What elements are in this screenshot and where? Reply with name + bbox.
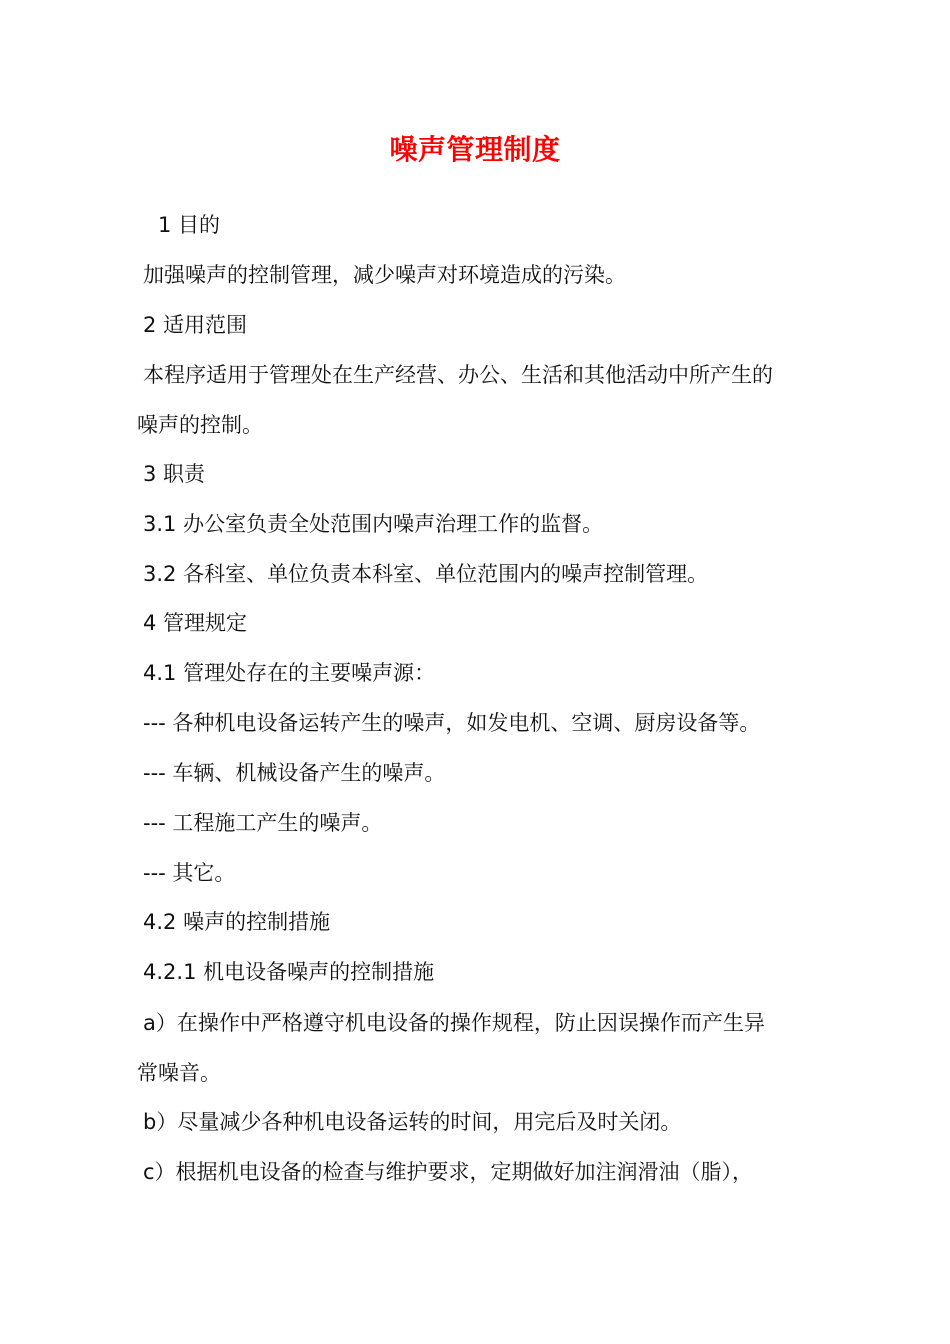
section-heading-purpose: 1 目的 [158,213,221,237]
section-heading-regulations: 4 管理规定 [143,611,248,635]
paragraph-item-b: b）尽量减少各种机电设备运转的时间，用完后及时关闭。 [143,1110,682,1134]
paragraph-responsibility-3-1: 3.1 办公室负责全处范围内噪声治理工作的监督。 [143,512,604,536]
section-heading-responsibilities: 3 职责 [143,462,206,486]
list-item-noise-source-1: --- 各种机电设备运转产生的噪声，如发电机、空调、厨房设备等。 [143,711,761,735]
subheading-4-2: 4.2 噪声的控制措施 [143,910,331,934]
list-item-noise-source-4: --- 其它。 [143,861,236,885]
paragraph-item-c: c）根据机电设备的检查与维护要求，定期做好加注润滑油（脂）， [143,1160,754,1184]
paragraph-responsibility-3-2: 3.2 各科室、单位负责本科室、单位范围内的噪声控制管理。 [143,562,709,586]
section-heading-scope: 2 适用范围 [143,313,248,337]
paragraph-scope-line-2: 噪声的控制。 [137,413,263,437]
list-item-noise-source-3: --- 工程施工产生的噪声。 [143,811,383,835]
subheading-4-1: 4.1 管理处存在的主要噪声源： [143,661,436,685]
paragraph-item-a-line-2: 常噪音。 [137,1061,221,1085]
paragraph-item-a-line-1: a）在操作中严格遵守机电设备的操作规程，防止因误操作而产生异 [143,1011,765,1035]
document-title: 噪声管理制度 [389,133,561,166]
list-item-noise-source-2: --- 车辆、机械设备产生的噪声。 [143,761,446,785]
paragraph-scope-line-1: 本程序适用于管理处在生产经营、办公、生活和其他活动中所产生的 [143,363,773,387]
paragraph-purpose: 加强噪声的控制管理，减少噪声对环境造成的污染。 [143,263,626,287]
subheading-4-2-1: 4.2.1 机电设备噪声的控制措施 [143,960,435,984]
